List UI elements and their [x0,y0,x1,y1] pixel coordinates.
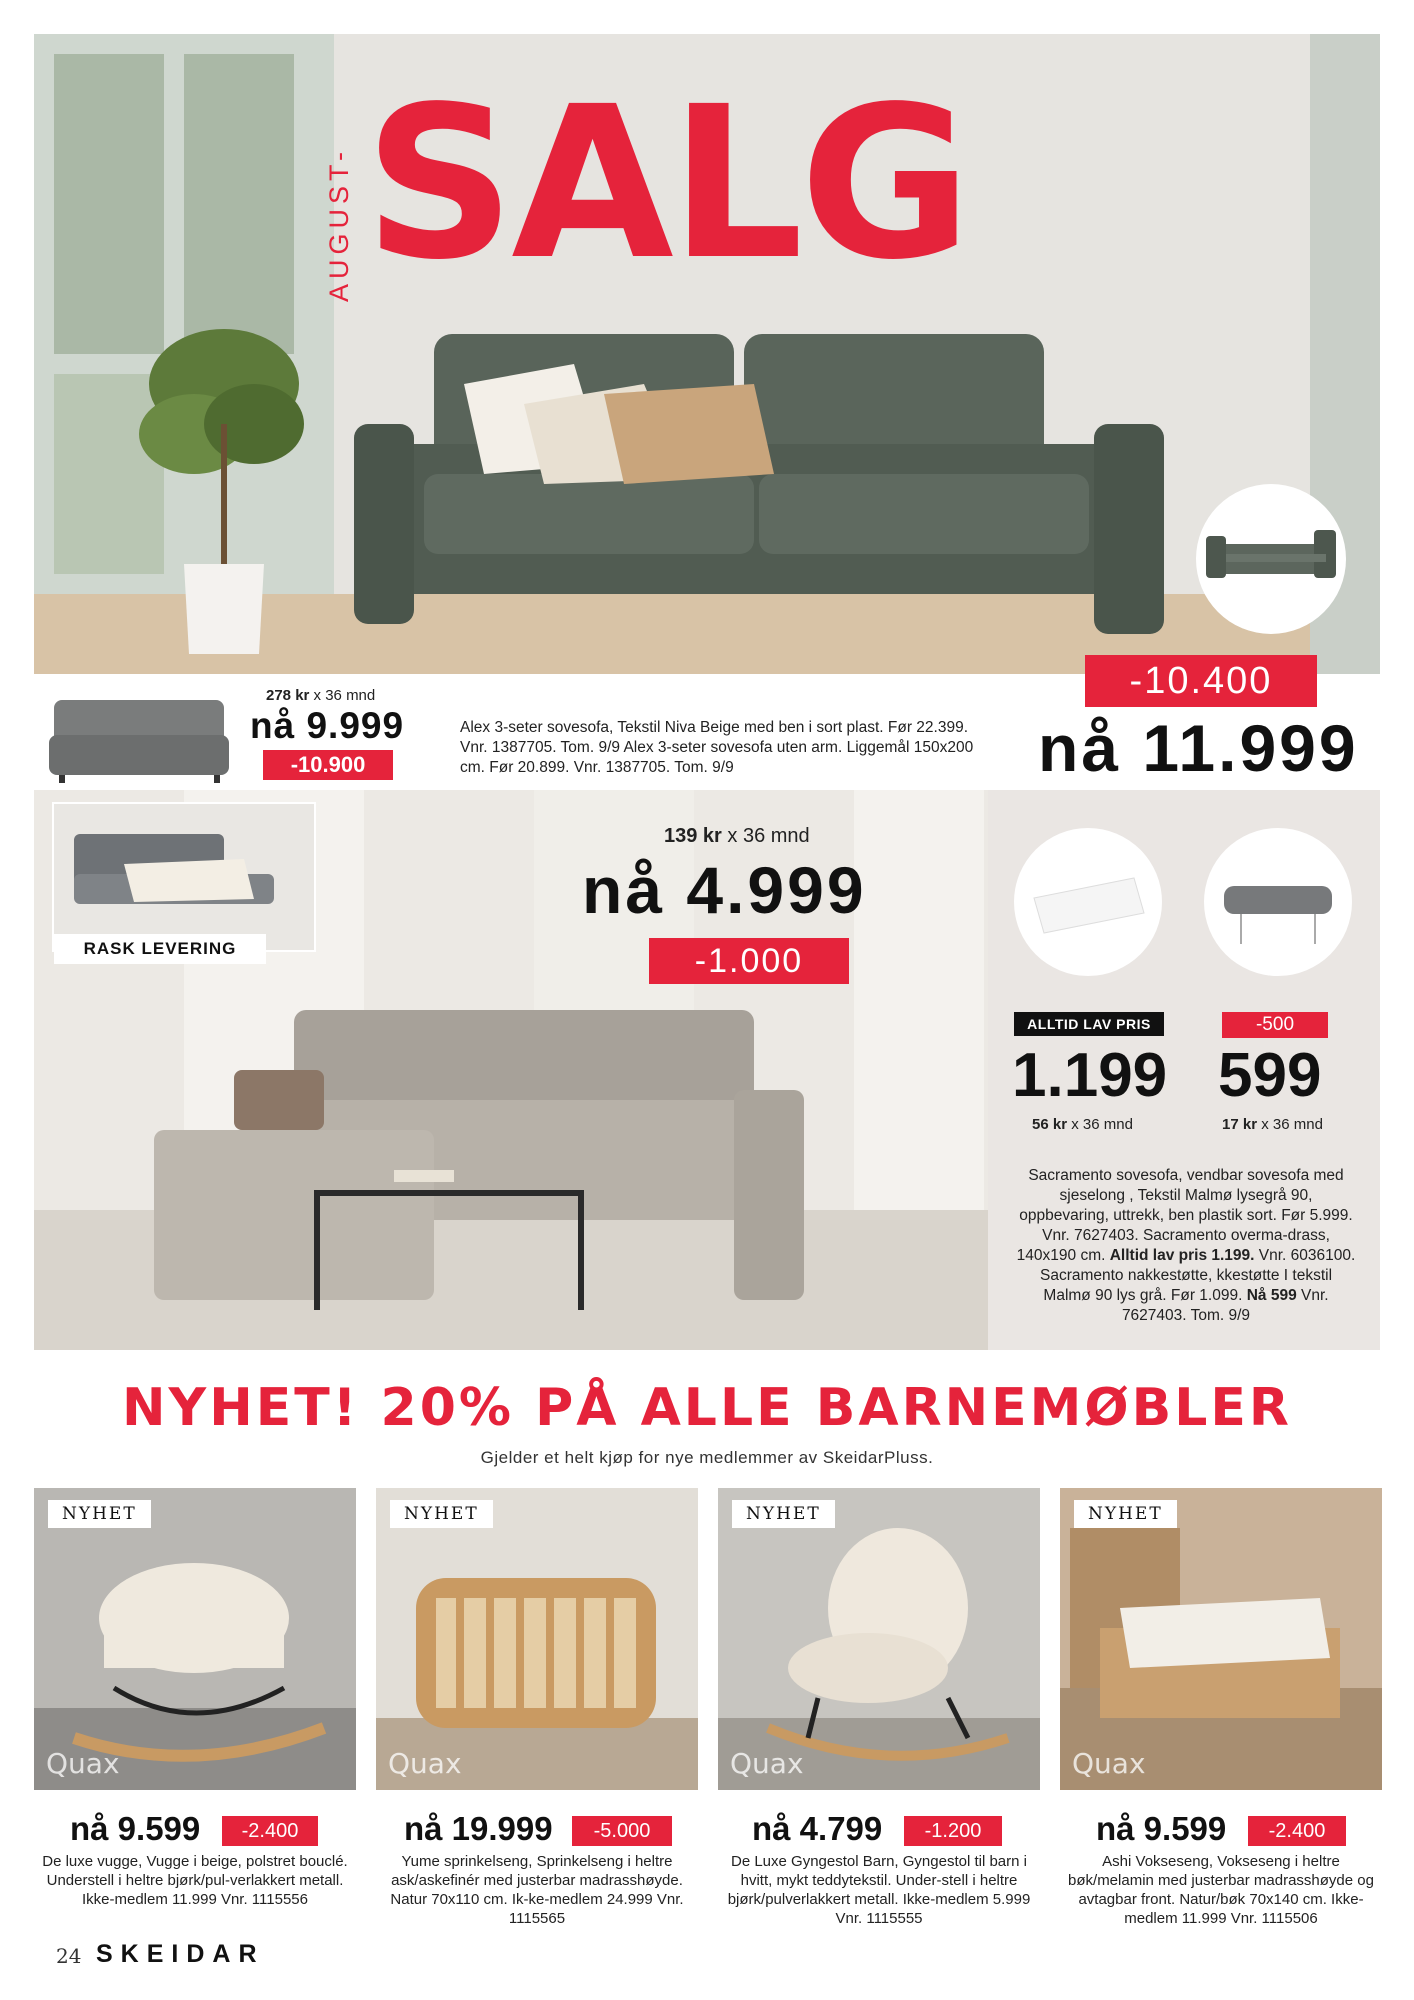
page-number: 24 [56,1944,82,1968]
new-badge: NYHET [48,1500,151,1528]
product-discount-badge: -5.000 [572,1816,672,1846]
product-discount-badge: -1.200 [904,1816,1002,1846]
mattress-monthly: 56 kr x 36 mnd [1032,1116,1133,1133]
fast-delivery-badge: RASK LEVERING [54,934,266,964]
august-label: AUGUST- [324,146,354,302]
hero-image [34,34,1380,674]
new-badge: NYHET [390,1500,493,1528]
product-image-extendable-bed [1060,1488,1382,1790]
small-price: nå 9.999 [250,705,405,746]
headrest-monthly: 17 kr x 36 mnd [1222,1116,1323,1133]
brand-watermark: Quax [388,1747,462,1780]
headrest-price: 599 [1218,1041,1322,1110]
product-price: nå 4.799 [752,1810,883,1847]
brand-logo: SKEIDAR [96,1940,265,1968]
sofa-illustration [354,324,1214,674]
product-image-cradle [34,1488,356,1790]
sacramento-description: Sacramento sovesofa, vendbar sovesofa med sjeselong , Tekstil Malmø lysegrå 90, oppbevaring, uttrekk, ben plastik sort. Før 5.999. Vnr. 7627403. Sacramento overma-drass, 140x190 cm. Alltid lav pris 1.199. Vnr. 6036100. Sacramento nakkestøtte, kkestøtte I tekstil Malmø 90 lys grå. Før 1.099. Nå 599 Vnr. 7627403. Tom. 9/9 [1016,1167,1356,1324]
product-discount-badge: -2.400 [1248,1816,1346,1846]
product-description: Ashi Vokseseng, Vokseseng i heltre bøk/melamin med justerbar madrasshøyde og avtagbar front. Natur/bøk 70x140 cm. Ikke-medlem 11.999 Vnr. 1115506 [1068,1853,1374,1927]
sofa-bed-thumbnail [1196,484,1346,634]
brand-watermark: Quax [46,1747,120,1780]
main-discount-badge: -10.400 [1085,655,1317,707]
sacramento-monthly: 139 kr x 36 mnd [664,825,810,847]
accessories-panel [988,790,1380,1350]
product-description: Yume sprinkelseng, Sprinkelseng i heltre ask/askefinér med justerbar madrasshøyde. Natur 70x110 cm. Ik-ke-medlem 24.999 Vnr. 1115565 [390,1853,684,1927]
kids-section-subtitle: Gjelder et helt kjøp for nye medlemmer av SkeidarPluss. [480,1448,934,1467]
small-monthly: 278 kr x 36 mnd [266,687,376,704]
sale-heading: SALG [364,61,968,306]
sacramento-price: nå 4.999 [582,853,867,927]
product-image-rocking-chair [718,1488,1040,1790]
headrest-image [1204,828,1352,976]
sacramento-discount-badge: -1.000 [649,938,849,984]
brand-watermark: Quax [730,1747,804,1780]
small-discount-badge: -10.900 [263,750,393,780]
new-badge: NYHET [1074,1500,1177,1528]
product-price: nå 9.599 [1096,1810,1227,1847]
product-price: nå 9.599 [70,1810,201,1847]
sofa-bed-inset [52,802,316,952]
new-badge: NYHET [732,1500,835,1528]
product-price: nå 19.999 [404,1810,553,1847]
main-offer-description: Alex 3-seter sovesofa, Tekstil Niva Beige med ben i sort plast. Før 22.399. Vnr. 1387705. Tom. 9/9 Alex 3-seter sovesofa uten arm. Liggemål 150x200 cm. Før 20.899. Vnr. 1387705. Tom. 9/9 [460,719,974,776]
product-image-crib [376,1488,698,1790]
kids-section-title: NYHET! 20% PÅ ALLE BARNEMØBLER [122,1378,1292,1438]
always-low-price-badge: ALLTID LAV PRIS [1014,1012,1164,1036]
corner-sofa-image [34,790,988,1350]
product-description: De Luxe Gyngestol Barn, Gyngestol til barn i hvitt, mykt teddytekstil. Under-stell i heltre bjørk/pulverlakkert metall. Ikke-medlem 5.999 Vnr. 1115555 [727,1853,1031,1927]
product-description: De luxe vugge, Vugge i beige, polstret bouclé. Understell i heltre bjørk/pul-verlakkert metall. Ikke-medlem 11.999 Vnr. 1115556 [42,1853,348,1908]
main-price: nå 11.999 [1038,711,1359,785]
mattress-topper-image [1014,828,1162,976]
plant-illustration [124,314,324,674]
product-discount-badge: -2.400 [222,1816,318,1846]
headrest-discount-badge: -500 [1222,1012,1328,1038]
armless-sofa-image [44,690,234,790]
brand-watermark: Quax [1072,1747,1146,1780]
mattress-price: 1.199 [1012,1041,1168,1110]
